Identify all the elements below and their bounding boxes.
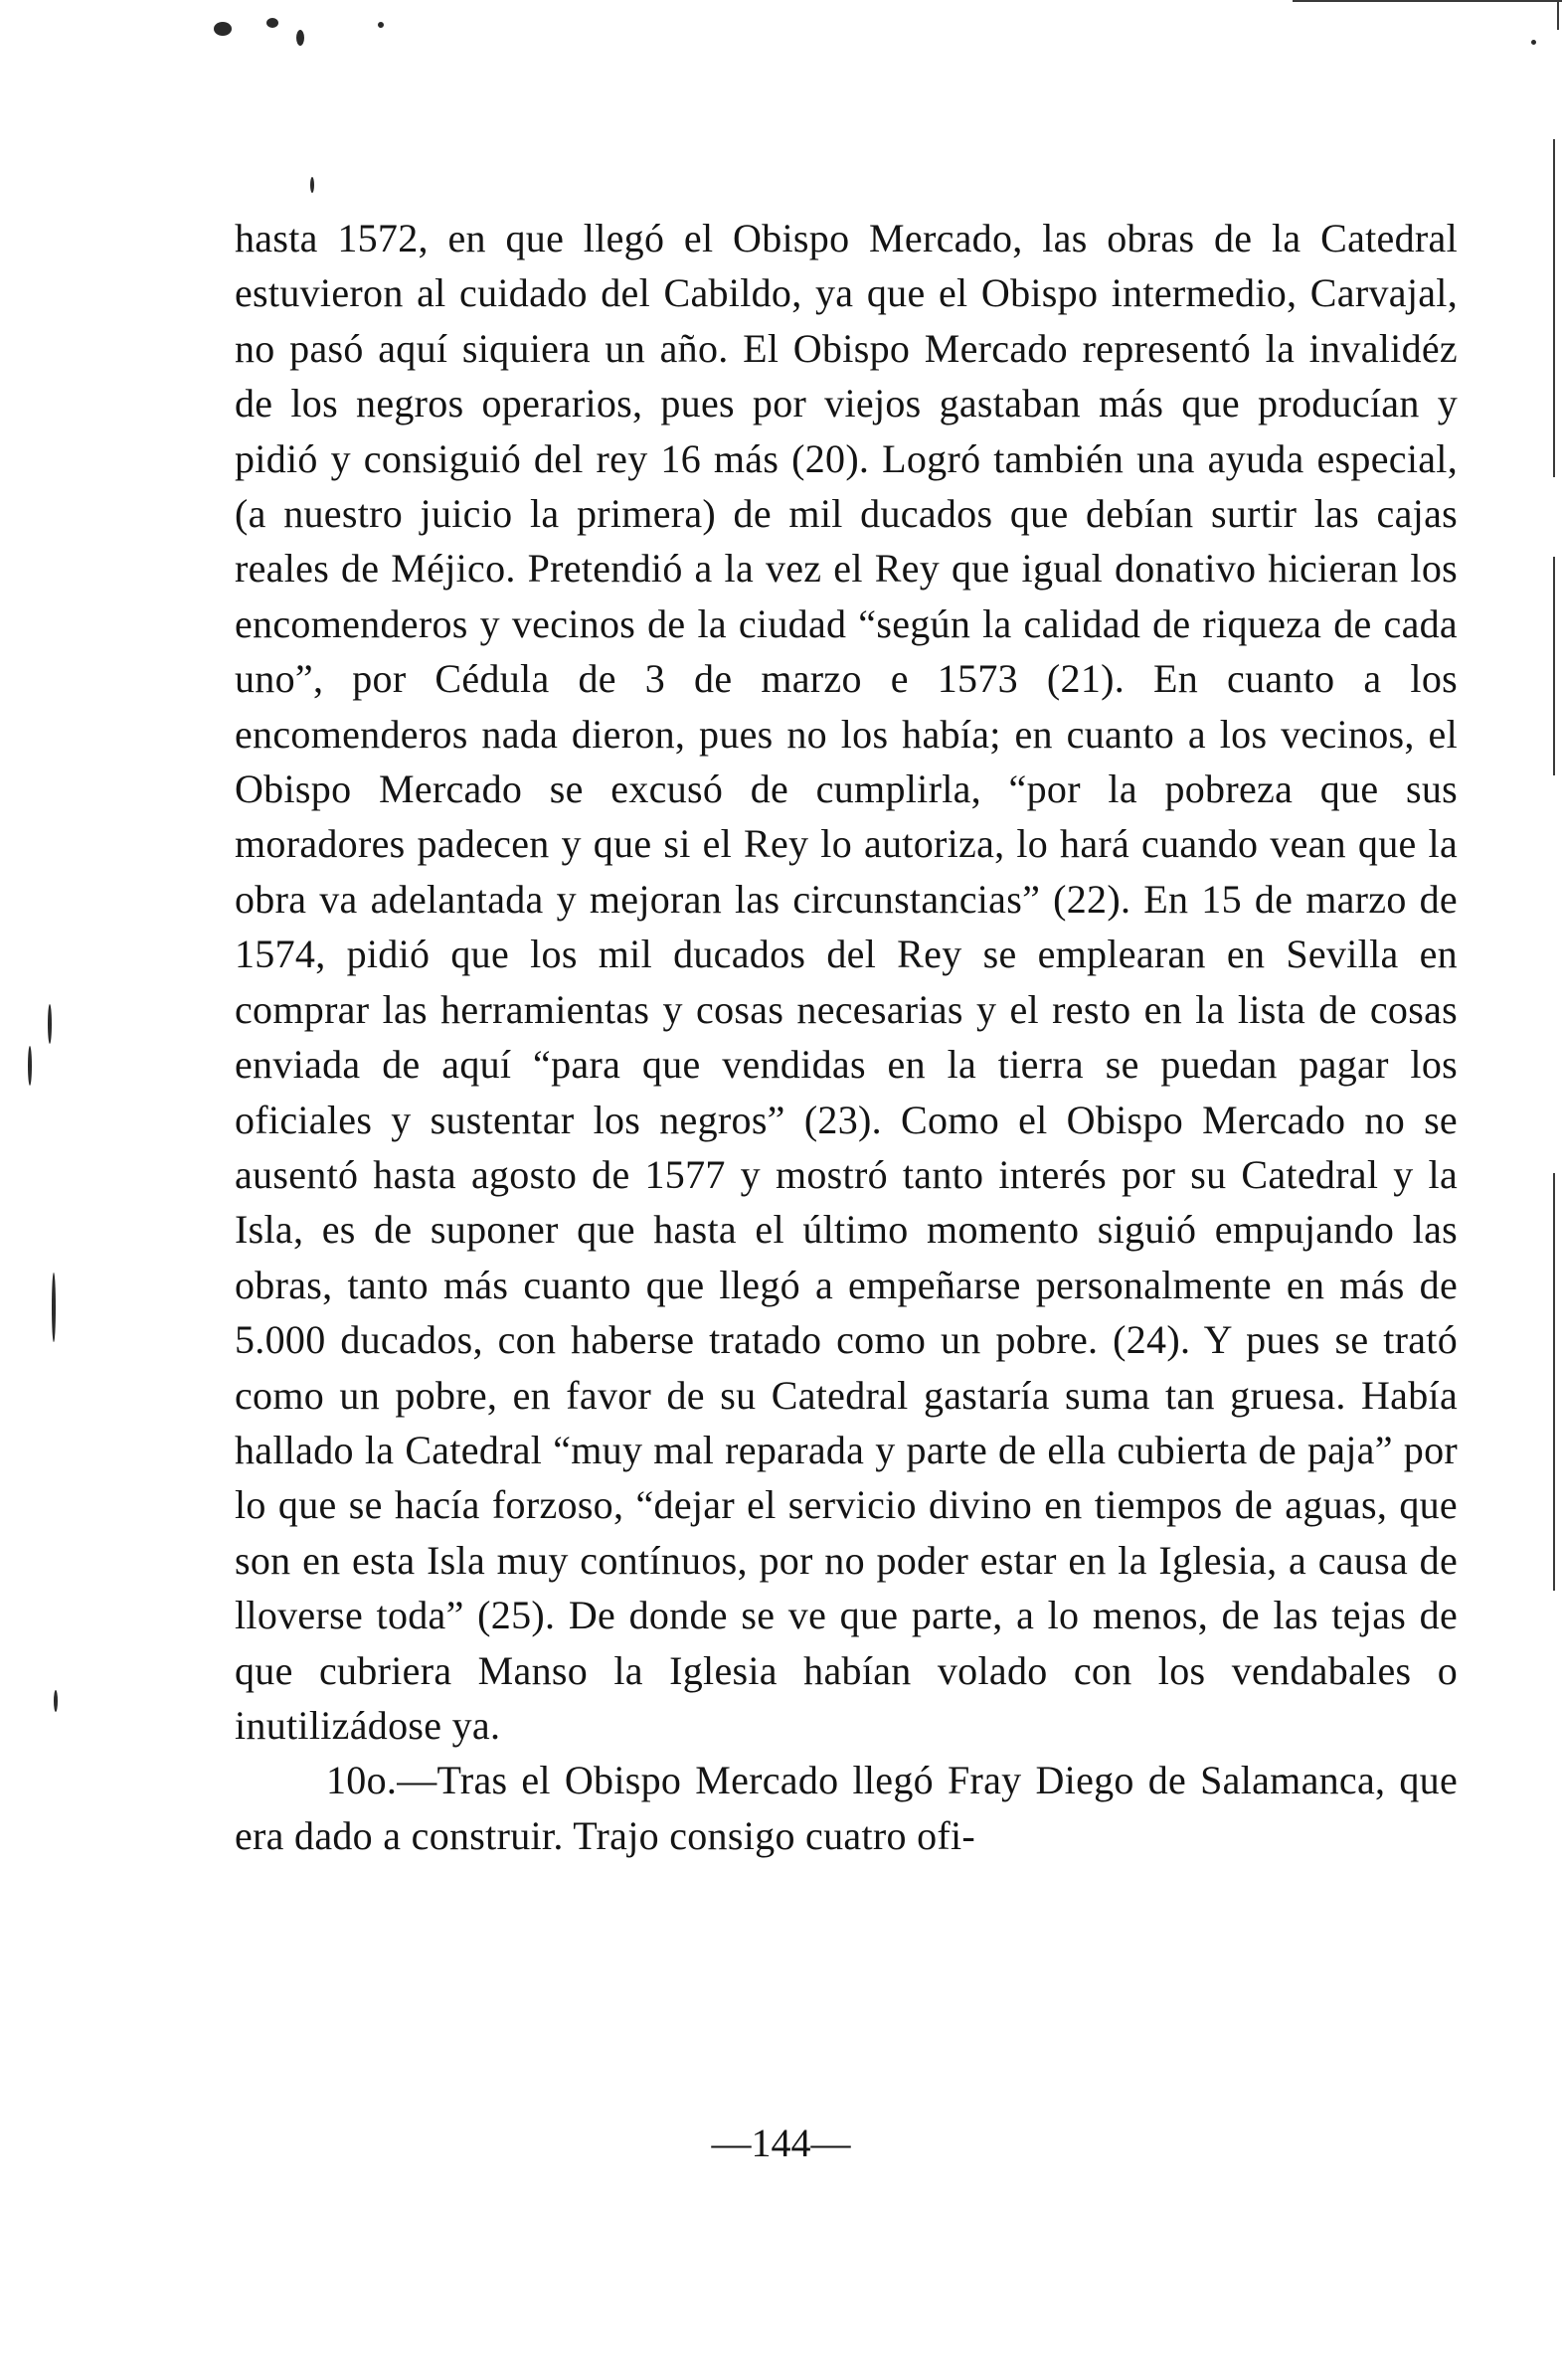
scan-edge-top <box>1293 0 1562 2</box>
scan-speck-left-4 <box>54 1690 58 1712</box>
scan-speck-top-left-2 <box>266 18 278 28</box>
scan-edge-right <box>1557 0 1559 30</box>
scan-edge-right-mid <box>1553 139 1555 477</box>
scan-speck-right-1 <box>1531 40 1536 45</box>
scan-edge-right-lower <box>1553 1173 1555 1591</box>
paragraph: hasta 1572, en que llegó el Obispo Mercado, las obras de la Catedral estuvieron al cuidado del Cabildo, ya que el Obispo intermedio, Carvajal, no pasó aquí siquiera un año. El Obispo Mercado representó la invalidéz de los negros operarios, pues por viejos gastaban más que producían y pidió y consiguió del rey 16 más (20). Logró también una ayuda especial, (a nuestro juicio la primera) de mil ducados que debían surtir las cajas reales de Méjico. Pretendió a la vez el Rey que igual donativo hicieran los encomenderos y vecinos de la ciudad “según la calidad de riqueza de cada uno”, por Cédula de 3 de marzo e 1573 (21). En cuanto a los encomenderos nada dieron, pues no los había; en cuanto a los vecinos, el Obispo Mercado se excusó de cumplirla, “por la pobreza que sus moradores padecen y que si el Rey lo autoriza, lo hará cuando vean que la obra va adelantada y mejoran las circunstancias” (22). En 15 de marzo de 1574, pidió que los mil ducados del Rey se emplearan en Sevilla en comprar las herramientas y cosas necesarias y el resto en la lista de cosas enviada de aquí “para que vendidas en la tierra se puedan pagar los oficiales y sustentar los negros” (23). Como el Obispo Mercado no se ausentó hasta agosto de 1577 y mostró tanto interés por su Catedral y la Isla, es de suponer que hasta el último momento siguió empujando las obras, tanto más cuanto que llegó a empeñarse personalmente en más de 5.000 ducados, con haberse tratado como un pobre. (24). Y pues se trató como un pobre, en favor de su Catedral gastaría suma tan gruesa. Había hallado la Catedral “muy mal reparada y parte de ella cubierta de paja” por lo que se hacía forzoso, “dejar el servicio divino en tiempos de aguas, que son en esta Isla muy contínuos, por no poder estar en la Iglesia, a causa de lloverse toda” (25). De donde se ve que parte, a lo menos, de las tejas de que cubriera Manso la Iglesia habían volado con los vendabales o inutilizádose ya. <box>235 216 1458 1748</box>
scan-speck-top-left-3 <box>296 30 304 46</box>
page-number: —144— <box>711 2121 851 2165</box>
scan-speck-left-1 <box>48 1004 52 1044</box>
scan-speck-left-3 <box>52 1273 56 1342</box>
paragraph: 10o.—Tras el Obispo Mercado llegó Fray Diego de Salamanca, que era dado a construir. Trajo consigo cuatro ofi- <box>235 1758 1458 1858</box>
body-text <box>235 211 1458 1863</box>
scan-speck-top-left <box>214 22 232 36</box>
scan-speck-top-left-4 <box>378 22 384 28</box>
scan-edge-right-low <box>1553 557 1555 775</box>
scan-speck-top-mid <box>310 177 314 193</box>
scan-speck-left-2 <box>28 1046 32 1086</box>
